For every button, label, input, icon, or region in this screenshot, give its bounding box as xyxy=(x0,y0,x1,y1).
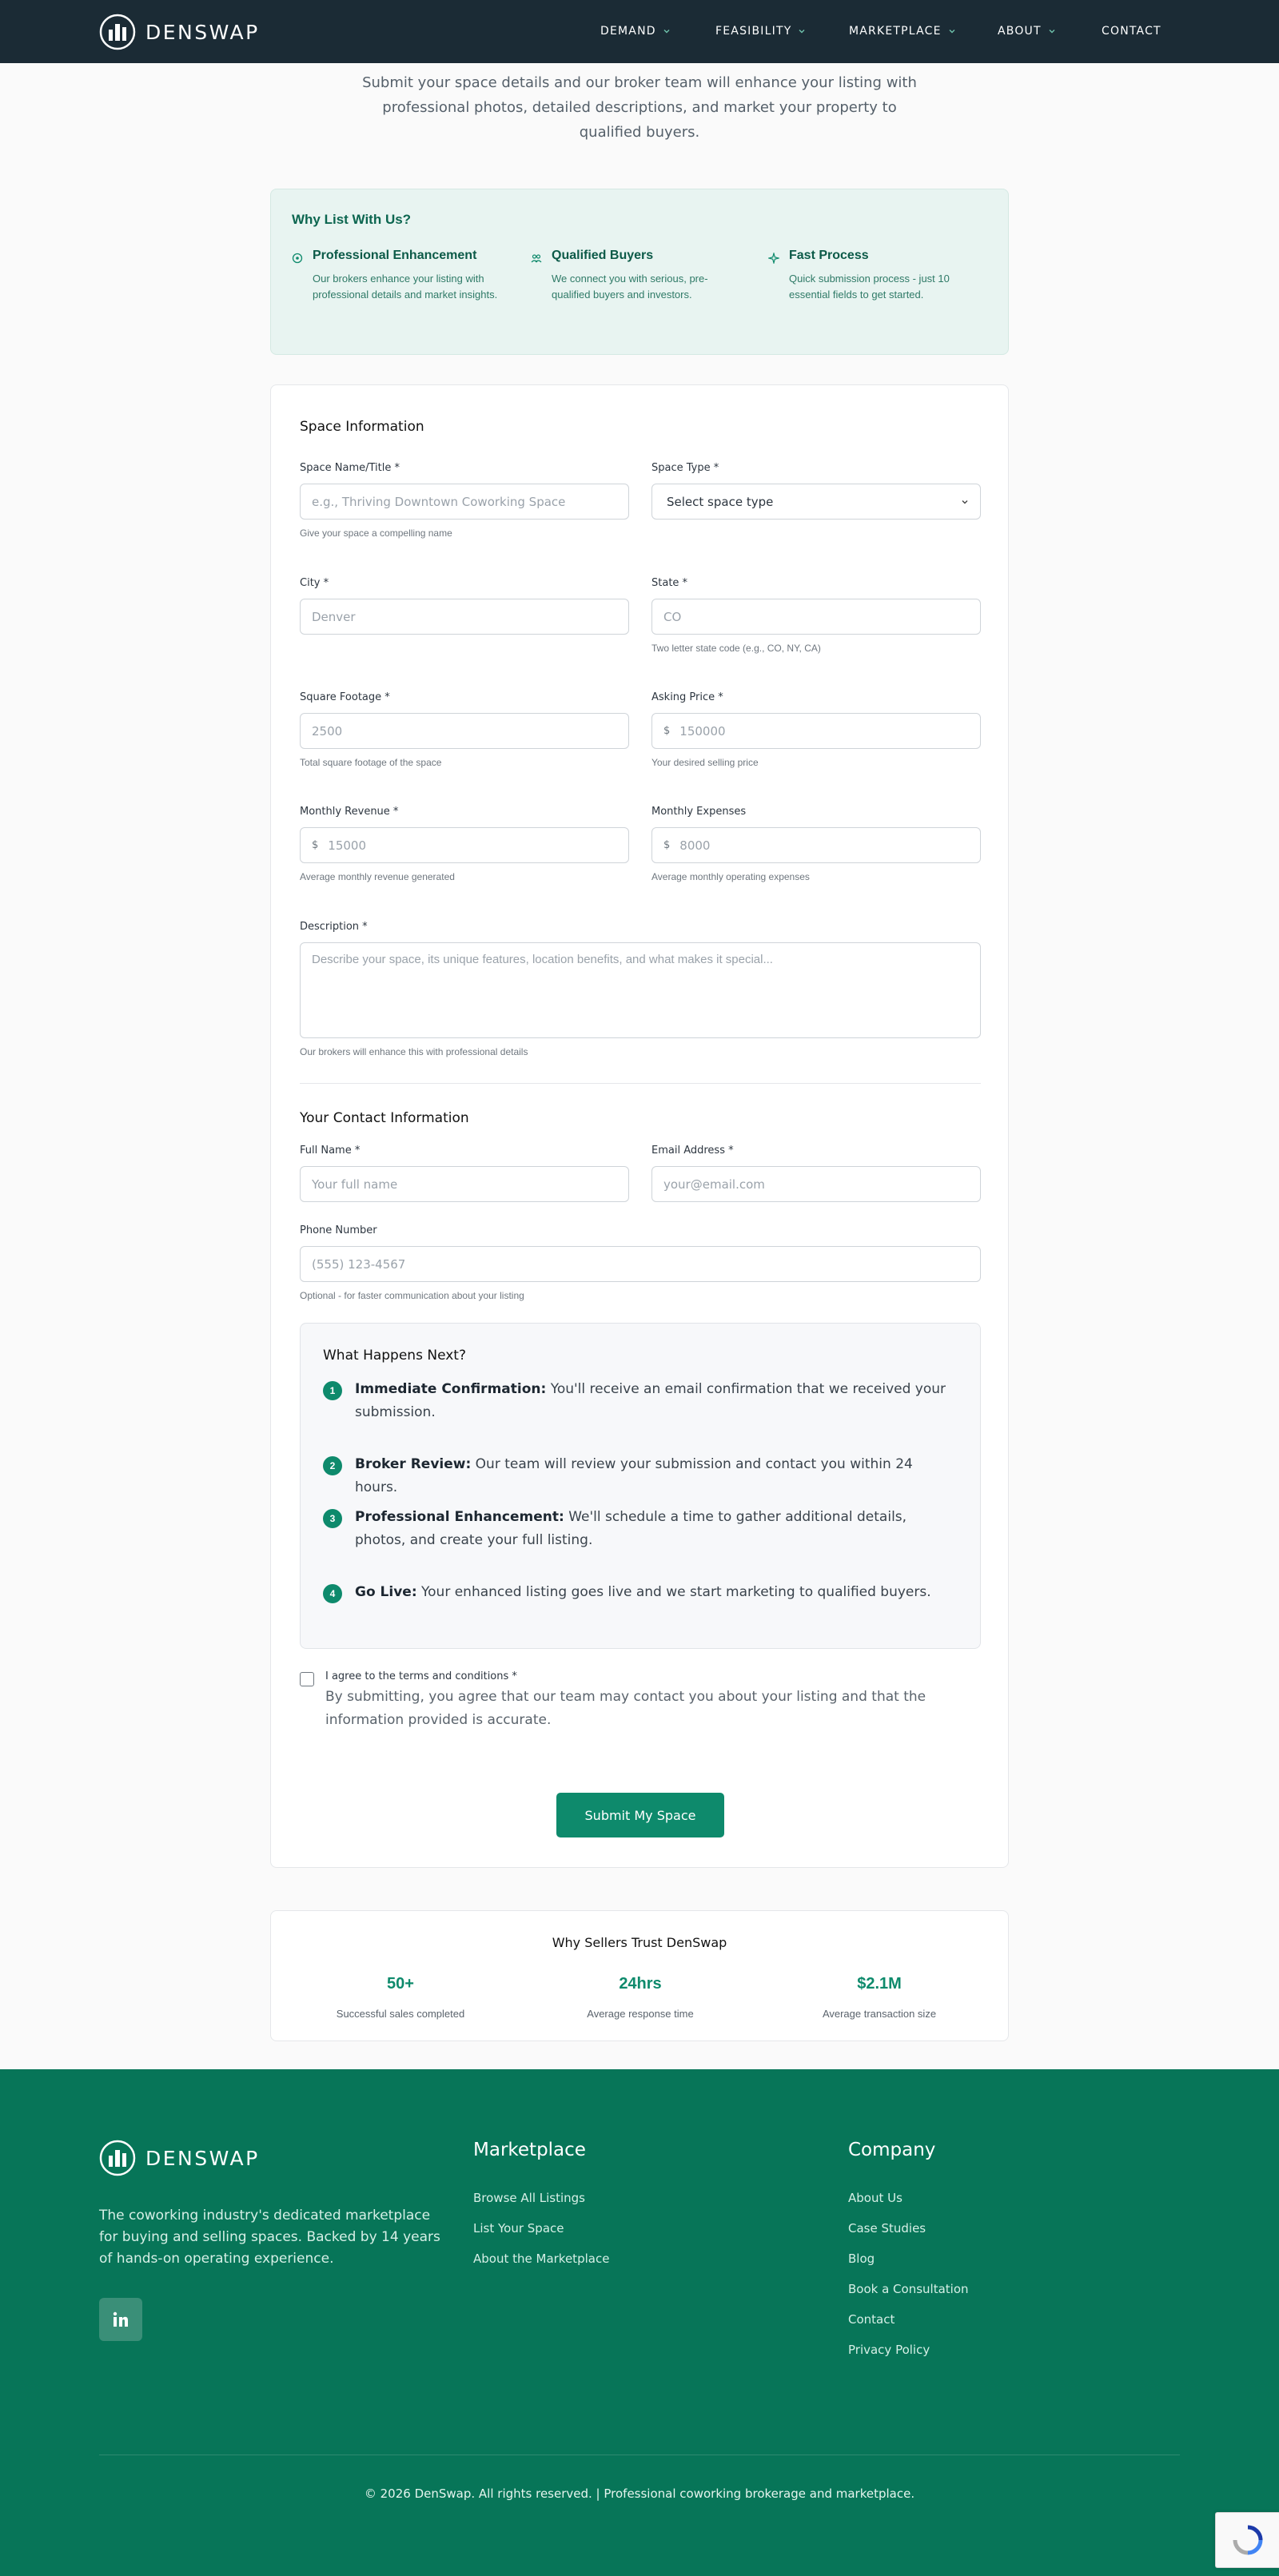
step-item xyxy=(323,1506,946,1552)
phone-label: Phone Number xyxy=(300,1224,377,1236)
sqft-hint: Total square footage of the space xyxy=(300,757,442,768)
sqft-input[interactable]: 2500 xyxy=(300,713,629,749)
price-label: Asking Price * xyxy=(651,691,723,703)
space-type-label: Space Type * xyxy=(651,462,719,474)
footer-col-title: Company xyxy=(848,2140,936,2160)
why-list-panel xyxy=(270,189,1009,355)
why-item-title: Fast Process xyxy=(789,249,869,262)
description-field xyxy=(300,921,981,1057)
full-name-field xyxy=(300,1145,629,1202)
state-label: State * xyxy=(651,577,688,589)
footer-link[interactable]: Book a Consultation xyxy=(848,2282,969,2296)
full-name-label: Full Name * xyxy=(300,1145,361,1157)
footer-link[interactable]: Blog xyxy=(848,2252,875,2266)
step-item xyxy=(323,1378,946,1424)
stat-item xyxy=(536,1975,744,2020)
step-bold: Broker Review: xyxy=(355,1456,472,1472)
stat-value: $2.1M xyxy=(857,1975,902,1993)
brand-logo-link[interactable] xyxy=(99,14,260,50)
why-item-text: Quick submission process - just 10 essential fields to get started. xyxy=(789,273,950,301)
city-field xyxy=(300,577,629,635)
step-bold: Go Live: xyxy=(355,1584,417,1600)
why-item-title: Professional Enhancement xyxy=(313,249,477,262)
revenue-label: Monthly Revenue * xyxy=(300,806,399,818)
space-info-heading: Space Information xyxy=(300,419,424,435)
expenses-hint: Average monthly operating expenses xyxy=(651,871,810,882)
contact-info-heading: Your Contact Information xyxy=(300,1110,469,1126)
footer-col-title: Marketplace xyxy=(473,2140,586,2160)
description-textarea[interactable]: Describe your space, its unique features, location benefits, and what makes it special... xyxy=(300,942,981,1038)
stat-label: Average transaction size xyxy=(822,2008,937,2020)
space-name-hint: Give your space a compelling name xyxy=(300,528,452,539)
step-number: 1 xyxy=(323,1381,342,1400)
terms-checkbox[interactable] xyxy=(300,1672,314,1686)
nav-feasibility[interactable] xyxy=(715,25,806,38)
expenses-placeholder: 8000 xyxy=(679,838,711,853)
stat-item xyxy=(775,1975,983,2020)
price-hint: Your desired selling price xyxy=(651,757,759,768)
city-input[interactable]: Denver xyxy=(300,599,629,635)
submit-button[interactable]: Submit My Space xyxy=(556,1793,724,1837)
chevron-down-icon xyxy=(798,27,806,35)
step-bold: Immediate Confirmation: xyxy=(355,1381,547,1397)
dollar-prefix: $ xyxy=(312,839,319,851)
nav-contact-label: CONTACT xyxy=(1102,25,1161,38)
phone-input[interactable]: (555) 123-4567 xyxy=(300,1246,981,1282)
nav-marketplace-label: MARKETPLACE xyxy=(849,25,942,38)
section-divider xyxy=(300,1083,981,1084)
why-item-title: Qualified Buyers xyxy=(552,249,654,262)
chevron-down-icon xyxy=(1048,27,1056,35)
step-bold: Professional Enhancement: xyxy=(355,1509,564,1525)
intro-text: Submit your space details and our broker team will enhance your listing with professional photos, detailed descriptions, and market your property to qualified buyers. xyxy=(362,74,917,141)
why-item-text: We connect you with serious, pre-qualified buyers and investors. xyxy=(552,273,708,301)
chevron-down-icon xyxy=(663,27,671,35)
stat-label: Average response time xyxy=(587,2008,694,2020)
space-name-input[interactable]: e.g., Thriving Downtown Coworking Space xyxy=(300,484,629,520)
footer-link[interactable]: Case Studies xyxy=(848,2221,926,2236)
sqft-label: Square Footage * xyxy=(300,691,390,703)
description-hint: Our brokers will enhance this with professional details xyxy=(300,1046,528,1057)
price-input[interactable] xyxy=(651,713,981,749)
email-input[interactable]: your@email.com xyxy=(651,1166,981,1202)
step-item xyxy=(323,1581,946,1604)
footer-brand[interactable] xyxy=(99,2140,260,2176)
trust-panel xyxy=(270,1910,1009,2041)
footer-link[interactable]: List Your Space xyxy=(473,2221,564,2236)
footer-link[interactable]: Privacy Policy xyxy=(848,2343,930,2357)
target-icon xyxy=(292,253,303,264)
linkedin-icon xyxy=(112,2311,129,2328)
email-field xyxy=(651,1145,981,1202)
revenue-placeholder: 15000 xyxy=(328,838,366,853)
why-list-title: Why List With Us? xyxy=(292,212,412,227)
footer-link[interactable]: Contact xyxy=(848,2312,895,2327)
expenses-label: Monthly Expenses xyxy=(651,806,747,818)
step-text xyxy=(355,1453,946,1499)
space-type-field xyxy=(651,462,981,520)
city-label: City * xyxy=(300,577,329,589)
step-desc: We'll schedule a time to gather additional details, photos, and create your full listing. xyxy=(355,1509,907,1548)
terms-description: By submitting, you agree that our team may contact you about your listing and that the information provided is accurate. xyxy=(325,1689,926,1728)
footer-link[interactable]: About the Marketplace xyxy=(473,2252,610,2266)
description-label: Description * xyxy=(300,921,368,933)
nav-demand[interactable] xyxy=(600,25,671,38)
price-field xyxy=(651,691,981,768)
revenue-hint: Average monthly revenue generated xyxy=(300,871,455,882)
nav-marketplace[interactable] xyxy=(849,25,956,38)
chevron-down-icon xyxy=(961,498,969,506)
terms-label[interactable]: I agree to the terms and conditions * xyxy=(325,1670,517,1682)
footer-brand-name: DENSWAP xyxy=(145,2146,260,2170)
footer-link[interactable]: Browse All Listings xyxy=(473,2191,585,2205)
step-desc: You'll receive an email confirmation that we received your submission. xyxy=(355,1381,946,1420)
recaptcha-badge[interactable] xyxy=(1215,2512,1279,2568)
nav-about[interactable] xyxy=(998,25,1056,38)
footer-company-col xyxy=(848,2140,969,2357)
nav-feasibility-label: FEASIBILITY xyxy=(715,25,792,38)
step-text xyxy=(355,1581,931,1604)
step-text xyxy=(355,1378,946,1424)
stat-item xyxy=(297,1975,504,2020)
space-name-field xyxy=(300,462,629,539)
people-icon xyxy=(531,253,542,264)
listing-form xyxy=(270,384,1009,1868)
copyright-text: © 2026 DenSwap. All rights reserved. | Professional coworking brokerage and marketplace. xyxy=(364,2486,915,2501)
revenue-field xyxy=(300,806,629,882)
stat-label: Successful sales completed xyxy=(336,2008,465,2020)
sqft-field xyxy=(300,691,629,768)
brand-logo-icon xyxy=(99,14,136,50)
what-happens-next-panel xyxy=(300,1323,981,1649)
nav-about-label: ABOUT xyxy=(998,25,1042,38)
revenue-input[interactable] xyxy=(300,827,629,863)
chevron-down-icon xyxy=(948,27,956,35)
space-type-select[interactable] xyxy=(651,484,981,520)
dollar-prefix: $ xyxy=(663,725,671,737)
stat-value: 50+ xyxy=(387,1975,414,1993)
email-label: Email Address * xyxy=(651,1145,734,1157)
state-hint: Two letter state code (e.g., CO, NY, CA) xyxy=(651,643,821,654)
full-name-input[interactable]: Your full name xyxy=(300,1166,629,1202)
space-name-label: Space Name/Title * xyxy=(300,462,400,474)
step-number: 3 xyxy=(323,1509,342,1528)
step-desc: Our team will review your submission and contact you within 24 hours. xyxy=(355,1456,913,1495)
footer-marketplace-col xyxy=(473,2140,609,2266)
dollar-prefix: $ xyxy=(663,839,671,851)
expenses-field xyxy=(651,806,981,882)
brand-name: DENSWAP xyxy=(145,20,260,44)
step-desc: Your enhanced listing goes live and we start marketing to qualified buyers. xyxy=(416,1584,931,1600)
why-item-text: Our brokers enhance your listing with professional details and market insights. xyxy=(313,273,498,301)
why-item-fast xyxy=(768,249,976,303)
recaptcha-icon xyxy=(1230,2522,1265,2558)
step-item xyxy=(323,1453,946,1499)
state-input[interactable]: CO xyxy=(651,599,981,635)
footer-about-text: The coworking industry's dedicated marketplace for buying and selling spaces. Backed by 14 years of hands-on operating experience. xyxy=(99,2208,440,2267)
brand-logo-icon xyxy=(99,2140,136,2176)
stat-value: 24hrs xyxy=(619,1975,662,1993)
step-number: 4 xyxy=(323,1584,342,1603)
footer-link[interactable]: About Us xyxy=(848,2191,902,2205)
expenses-input[interactable] xyxy=(651,827,981,863)
nav-demand-label: DEMAND xyxy=(600,25,656,38)
why-item-buyers xyxy=(531,249,739,303)
what-happens-next-title: What Happens Next? xyxy=(323,1348,466,1364)
phone-field xyxy=(300,1224,981,1301)
phone-hint: Optional - for faster communication about your listing xyxy=(300,1290,524,1301)
step-number: 2 xyxy=(323,1456,342,1475)
why-item-enhancement xyxy=(292,249,500,303)
space-type-selected: Select space type xyxy=(667,494,774,509)
trust-title: Why Sellers Trust DenSwap xyxy=(552,1935,727,1950)
state-field xyxy=(651,577,981,654)
top-navbar xyxy=(0,0,1279,63)
terms-agreement xyxy=(300,1670,981,1732)
price-placeholder: 150000 xyxy=(679,723,726,739)
linkedin-button[interactable] xyxy=(99,2298,142,2341)
step-text xyxy=(355,1506,946,1552)
sparkle-icon xyxy=(768,253,779,264)
site-footer xyxy=(0,2069,1279,2576)
nav-contact[interactable] xyxy=(1102,25,1161,38)
